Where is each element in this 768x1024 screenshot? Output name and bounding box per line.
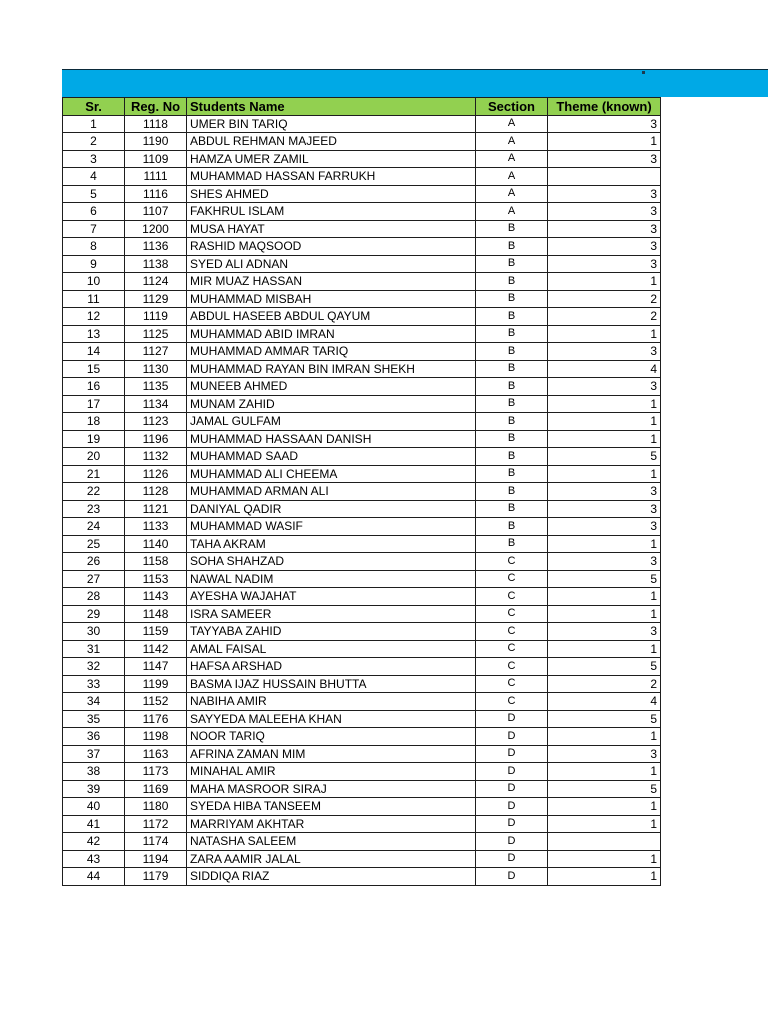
cell-sr: 20 — [63, 448, 125, 466]
table-row — [63, 815, 661, 833]
table-row — [63, 588, 661, 606]
cell-theme: 1 — [548, 430, 661, 448]
cell-reg-no: 1148 — [125, 605, 187, 623]
cell-reg-no: 1173 — [125, 763, 187, 781]
cell-theme: 3 — [548, 553, 661, 571]
cell-theme: 3 — [548, 745, 661, 763]
cell-sr: 21 — [63, 465, 125, 483]
cell-reg-no: 1140 — [125, 535, 187, 553]
cell-theme: 2 — [548, 290, 661, 308]
cell-section: B — [476, 430, 548, 448]
cell-student-name: MUHAMMAD HASSAN FARRUKH — [187, 168, 476, 186]
cell-reg-no: 1200 — [125, 220, 187, 238]
cell-reg-no: 1147 — [125, 658, 187, 676]
cell-sr: 11 — [63, 290, 125, 308]
cell-student-name: MAHA MASROOR SIRAJ — [187, 780, 476, 798]
table-row — [63, 693, 661, 711]
cell-section: C — [476, 675, 548, 693]
header-section: Section — [476, 98, 548, 116]
cell-sr: 39 — [63, 780, 125, 798]
cell-sr: 28 — [63, 588, 125, 606]
cell-student-name: TAHA AKRAM — [187, 535, 476, 553]
cell-theme: 3 — [548, 378, 661, 396]
cell-student-name: MUNAM ZAHID — [187, 395, 476, 413]
cell-reg-no: 1179 — [125, 868, 187, 886]
cell-reg-no: 1138 — [125, 255, 187, 273]
table-row — [63, 518, 661, 536]
cell-student-name: MUHAMMAD ARMAN ALI — [187, 483, 476, 501]
cell-theme: 5 — [548, 658, 661, 676]
cell-reg-no: 1180 — [125, 798, 187, 816]
cell-student-name: NAWAL NADIM — [187, 570, 476, 588]
cell-section: B — [476, 255, 548, 273]
cell-section: C — [476, 570, 548, 588]
cell-reg-no: 1125 — [125, 325, 187, 343]
table-row — [63, 343, 661, 361]
table-row — [63, 850, 661, 868]
cell-section: A — [476, 133, 548, 151]
cell-section: C — [476, 588, 548, 606]
cell-theme: 1 — [548, 868, 661, 886]
cell-theme: 2 — [548, 675, 661, 693]
cell-reg-no: 1107 — [125, 203, 187, 221]
cell-reg-no: 1116 — [125, 185, 187, 203]
cell-sr: 25 — [63, 535, 125, 553]
cell-sr: 40 — [63, 798, 125, 816]
cell-student-name: SOHA SHAHZAD — [187, 553, 476, 571]
cell-theme: 3 — [548, 185, 661, 203]
cell-section: C — [476, 658, 548, 676]
cell-theme: 5 — [548, 710, 661, 728]
cell-student-name: AYESHA WAJAHAT — [187, 588, 476, 606]
table-row — [63, 185, 661, 203]
cell-section: D — [476, 763, 548, 781]
cell-theme: 3 — [548, 150, 661, 168]
cell-reg-no: 1174 — [125, 833, 187, 851]
cell-theme: 3 — [548, 500, 661, 518]
cell-student-name: MARRIYAM AKHTAR — [187, 815, 476, 833]
cell-reg-no: 1159 — [125, 623, 187, 641]
cell-sr: 19 — [63, 430, 125, 448]
cell-theme: 3 — [548, 623, 661, 641]
cell-student-name: MINAHAL AMIR — [187, 763, 476, 781]
cell-sr: 18 — [63, 413, 125, 431]
table-row — [63, 115, 661, 133]
banner-mark — [642, 71, 645, 74]
cell-theme: 1 — [548, 798, 661, 816]
cell-sr: 30 — [63, 623, 125, 641]
header-students-name: Students Name — [187, 98, 476, 116]
cell-reg-no: 1111 — [125, 168, 187, 186]
cell-reg-no: 1176 — [125, 710, 187, 728]
cell-sr: 26 — [63, 553, 125, 571]
table-row — [63, 273, 661, 291]
cell-reg-no: 1118 — [125, 115, 187, 133]
cell-sr: 42 — [63, 833, 125, 851]
cell-sr: 24 — [63, 518, 125, 536]
cell-section: B — [476, 465, 548, 483]
cell-student-name: MUHAMMAD WASIF — [187, 518, 476, 536]
cell-student-name: MUHAMMAD SAAD — [187, 448, 476, 466]
cell-theme: 3 — [548, 238, 661, 256]
cell-theme: 1 — [548, 728, 661, 746]
cell-sr: 37 — [63, 745, 125, 763]
cell-theme: 1 — [548, 588, 661, 606]
cell-section: B — [476, 360, 548, 378]
cell-section: D — [476, 780, 548, 798]
cell-student-name: TAYYABA ZAHID — [187, 623, 476, 641]
table-row — [63, 623, 661, 641]
cell-theme: 3 — [548, 483, 661, 501]
cell-section: D — [476, 868, 548, 886]
cell-student-name: DANIYAL QADIR — [187, 500, 476, 518]
cell-student-name: MIR MUAZ HASSAN — [187, 273, 476, 291]
cell-section: B — [476, 483, 548, 501]
cell-reg-no: 1198 — [125, 728, 187, 746]
cell-student-name: AMAL FAISAL — [187, 640, 476, 658]
cell-student-name: HAFSA ARSHAD — [187, 658, 476, 676]
table-row — [63, 710, 661, 728]
table-row — [63, 780, 661, 798]
cell-sr: 32 — [63, 658, 125, 676]
cell-student-name: SYEDA HIBA TANSEEM — [187, 798, 476, 816]
cell-section: C — [476, 553, 548, 571]
table-row — [63, 238, 661, 256]
cell-student-name: MUHAMMAD ABID IMRAN — [187, 325, 476, 343]
cell-student-name: SAYYEDA MALEEHA KHAN — [187, 710, 476, 728]
cell-reg-no: 1135 — [125, 378, 187, 396]
cell-reg-no: 1142 — [125, 640, 187, 658]
cell-sr: 7 — [63, 220, 125, 238]
cell-reg-no: 1132 — [125, 448, 187, 466]
table-row — [63, 745, 661, 763]
cell-sr: 13 — [63, 325, 125, 343]
cell-student-name: MUNEEB AHMED — [187, 378, 476, 396]
cell-theme: 1 — [548, 325, 661, 343]
cell-section: D — [476, 798, 548, 816]
cell-sr: 34 — [63, 693, 125, 711]
cell-theme: 1 — [548, 640, 661, 658]
table-row — [63, 150, 661, 168]
cell-reg-no: 1121 — [125, 500, 187, 518]
cell-reg-no: 1127 — [125, 343, 187, 361]
cell-section: C — [476, 693, 548, 711]
cell-reg-no: 1152 — [125, 693, 187, 711]
cell-sr: 44 — [63, 868, 125, 886]
cell-theme: 3 — [548, 255, 661, 273]
cell-reg-no: 1196 — [125, 430, 187, 448]
cell-theme: 1 — [548, 273, 661, 291]
cell-student-name: MUHAMMAD RAYAN BIN IMRAN SHEKH — [187, 360, 476, 378]
cell-sr: 15 — [63, 360, 125, 378]
header-reg-no: Reg. No — [125, 98, 187, 116]
cell-theme: 5 — [548, 570, 661, 588]
cell-theme: 1 — [548, 395, 661, 413]
table-row — [63, 605, 661, 623]
cell-student-name: ABDUL HASEEB ABDUL QAYUM — [187, 308, 476, 326]
cell-student-name: SHES AHMED — [187, 185, 476, 203]
cell-section: B — [476, 220, 548, 238]
cell-reg-no: 1169 — [125, 780, 187, 798]
cell-reg-no: 1158 — [125, 553, 187, 571]
cell-theme: 2 — [548, 308, 661, 326]
table-row — [63, 255, 661, 273]
cell-sr: 10 — [63, 273, 125, 291]
cell-reg-no: 1109 — [125, 150, 187, 168]
cell-theme: 1 — [548, 763, 661, 781]
cell-theme: 1 — [548, 133, 661, 151]
cell-reg-no: 1163 — [125, 745, 187, 763]
cell-student-name: NATASHA SALEEM — [187, 833, 476, 851]
cell-reg-no: 1126 — [125, 465, 187, 483]
header-sr: Sr. — [63, 98, 125, 116]
title-banner — [62, 69, 768, 97]
cell-section: B — [476, 518, 548, 536]
cell-section: C — [476, 605, 548, 623]
cell-reg-no: 1124 — [125, 273, 187, 291]
table-row — [63, 833, 661, 851]
cell-section: B — [476, 273, 548, 291]
cell-sr: 1 — [63, 115, 125, 133]
cell-reg-no: 1123 — [125, 413, 187, 431]
table-row — [63, 500, 661, 518]
cell-reg-no: 1129 — [125, 290, 187, 308]
cell-reg-no: 1133 — [125, 518, 187, 536]
table-row — [63, 430, 661, 448]
cell-reg-no: 1190 — [125, 133, 187, 151]
cell-theme — [548, 168, 661, 186]
cell-theme: 1 — [548, 465, 661, 483]
cell-theme: 3 — [548, 203, 661, 221]
cell-theme: 3 — [548, 220, 661, 238]
table-row — [63, 675, 661, 693]
table-row — [63, 640, 661, 658]
cell-sr: 9 — [63, 255, 125, 273]
cell-theme: 1 — [548, 850, 661, 868]
table-row — [63, 570, 661, 588]
cell-student-name: ZARA AAMIR JALAL — [187, 850, 476, 868]
cell-student-name: JAMAL GULFAM — [187, 413, 476, 431]
table-row — [63, 868, 661, 886]
cell-section: B — [476, 535, 548, 553]
table-row — [63, 658, 661, 676]
cell-sr: 12 — [63, 308, 125, 326]
cell-sr: 17 — [63, 395, 125, 413]
cell-theme: 4 — [548, 693, 661, 711]
cell-student-name: MUHAMMAD HASSAAN DANISH — [187, 430, 476, 448]
table-row — [63, 395, 661, 413]
cell-sr: 6 — [63, 203, 125, 221]
cell-sr: 33 — [63, 675, 125, 693]
table-row — [63, 413, 661, 431]
cell-section: A — [476, 150, 548, 168]
cell-sr: 8 — [63, 238, 125, 256]
cell-student-name: ABDUL REHMAN MAJEED — [187, 133, 476, 151]
table-row — [63, 308, 661, 326]
cell-sr: 2 — [63, 133, 125, 151]
cell-sr: 5 — [63, 185, 125, 203]
cell-section: B — [476, 343, 548, 361]
cell-student-name: MUHAMMAD AMMAR TARIQ — [187, 343, 476, 361]
cell-sr: 41 — [63, 815, 125, 833]
cell-reg-no: 1194 — [125, 850, 187, 868]
table-row — [63, 325, 661, 343]
table-row — [63, 203, 661, 221]
table-row — [63, 553, 661, 571]
table-row — [63, 465, 661, 483]
cell-section: B — [476, 308, 548, 326]
cell-theme: 3 — [548, 518, 661, 536]
cell-sr: 27 — [63, 570, 125, 588]
cell-student-name: NABIHA AMIR — [187, 693, 476, 711]
table-row — [63, 360, 661, 378]
table-row — [63, 220, 661, 238]
cell-student-name: RASHID MAQSOOD — [187, 238, 476, 256]
table-row — [63, 798, 661, 816]
table-row — [63, 728, 661, 746]
cell-section: C — [476, 623, 548, 641]
table-row — [63, 448, 661, 466]
cell-section: B — [476, 378, 548, 396]
cell-section: C — [476, 640, 548, 658]
cell-section: D — [476, 745, 548, 763]
header-theme: Theme (known) — [548, 98, 661, 116]
cell-reg-no: 1128 — [125, 483, 187, 501]
cell-sr: 29 — [63, 605, 125, 623]
cell-theme: 3 — [548, 115, 661, 133]
cell-sr: 3 — [63, 150, 125, 168]
cell-section: B — [476, 238, 548, 256]
cell-section: A — [476, 185, 548, 203]
cell-reg-no: 1134 — [125, 395, 187, 413]
cell-section: D — [476, 850, 548, 868]
cell-section: A — [476, 115, 548, 133]
cell-student-name: MUHAMMAD ALI CHEEMA — [187, 465, 476, 483]
cell-sr: 22 — [63, 483, 125, 501]
cell-section: D — [476, 728, 548, 746]
cell-student-name: SIDDIQA RIAZ — [187, 868, 476, 886]
cell-theme: 4 — [548, 360, 661, 378]
cell-sr: 43 — [63, 850, 125, 868]
student-table — [62, 97, 661, 886]
table-row — [63, 378, 661, 396]
cell-student-name: FAKHRUL ISLAM — [187, 203, 476, 221]
cell-section: B — [476, 413, 548, 431]
cell-section: D — [476, 815, 548, 833]
cell-theme: 1 — [548, 535, 661, 553]
cell-reg-no: 1199 — [125, 675, 187, 693]
table-header-row — [63, 98, 661, 116]
cell-theme: 1 — [548, 413, 661, 431]
cell-section: D — [476, 710, 548, 728]
cell-theme: 1 — [548, 605, 661, 623]
cell-sr: 35 — [63, 710, 125, 728]
cell-theme: 3 — [548, 343, 661, 361]
cell-student-name: AFRINA ZAMAN MIM — [187, 745, 476, 763]
cell-student-name: MUHAMMAD MISBAH — [187, 290, 476, 308]
table-row — [63, 535, 661, 553]
cell-student-name: SYED ALI ADNAN — [187, 255, 476, 273]
cell-reg-no: 1119 — [125, 308, 187, 326]
cell-sr: 23 — [63, 500, 125, 518]
cell-reg-no: 1143 — [125, 588, 187, 606]
table-row — [63, 290, 661, 308]
cell-sr: 4 — [63, 168, 125, 186]
table-row — [63, 483, 661, 501]
cell-reg-no: 1130 — [125, 360, 187, 378]
cell-student-name: BASMA IJAZ HUSSAIN BHUTTA — [187, 675, 476, 693]
cell-sr: 38 — [63, 763, 125, 781]
cell-theme: 5 — [548, 780, 661, 798]
cell-sr: 16 — [63, 378, 125, 396]
cell-sr: 36 — [63, 728, 125, 746]
cell-theme — [548, 833, 661, 851]
cell-section: B — [476, 448, 548, 466]
cell-section: B — [476, 290, 548, 308]
cell-student-name: ISRA SAMEER — [187, 605, 476, 623]
cell-theme: 1 — [548, 815, 661, 833]
cell-reg-no: 1172 — [125, 815, 187, 833]
cell-sr: 14 — [63, 343, 125, 361]
table-row — [63, 168, 661, 186]
cell-section: B — [476, 395, 548, 413]
table-body — [63, 115, 661, 885]
cell-section: A — [476, 203, 548, 221]
cell-student-name: MUSA HAYAT — [187, 220, 476, 238]
cell-section: B — [476, 500, 548, 518]
cell-student-name: HAMZA UMER ZAMIL — [187, 150, 476, 168]
cell-student-name: NOOR TARIQ — [187, 728, 476, 746]
cell-reg-no: 1153 — [125, 570, 187, 588]
table-row — [63, 763, 661, 781]
cell-sr: 31 — [63, 640, 125, 658]
cell-section: D — [476, 833, 548, 851]
cell-section: A — [476, 168, 548, 186]
table-row — [63, 133, 661, 151]
cell-student-name: UMER BIN TARIQ — [187, 115, 476, 133]
cell-reg-no: 1136 — [125, 238, 187, 256]
cell-section: B — [476, 325, 548, 343]
cell-theme: 5 — [548, 448, 661, 466]
